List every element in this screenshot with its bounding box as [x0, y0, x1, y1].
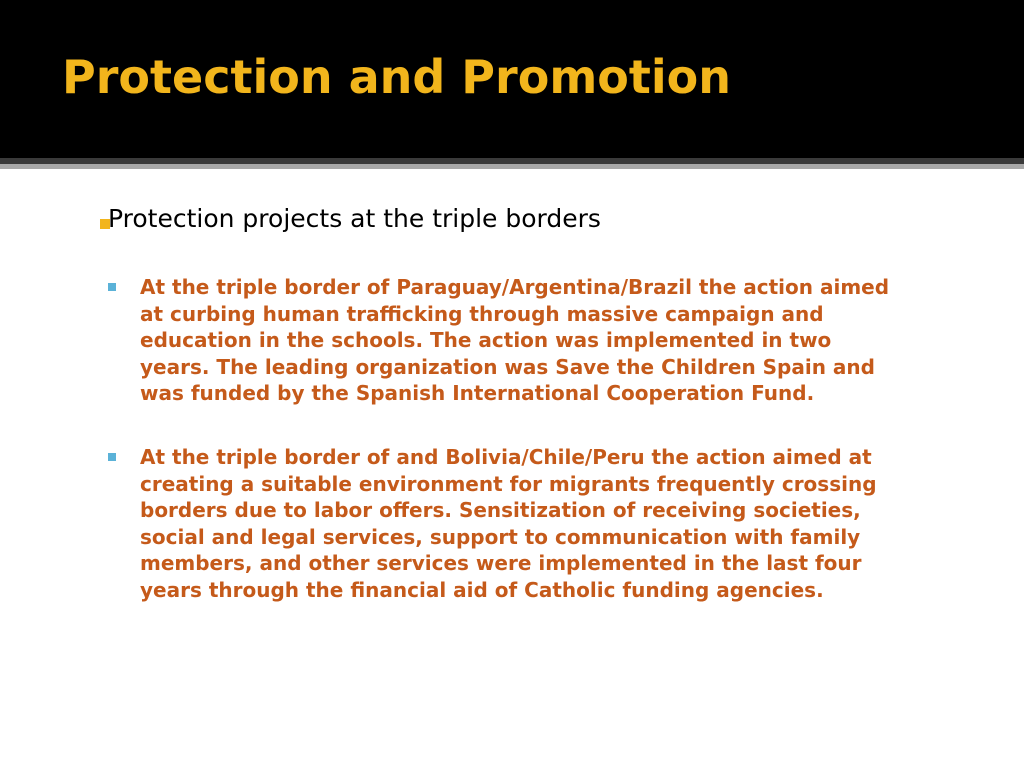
paragraph-line: borders due to labor offers. Sensitization of receiving societies,	[140, 498, 861, 522]
bullet-level2-paragraph	[140, 274, 960, 407]
paragraph-line: was funded by the Spanish International Cooperation Fund.	[140, 381, 815, 405]
paragraph-line: creating a suitable environment for migrants frequently crossing	[140, 471, 877, 496]
paragraph-line: members, and other services were implemented in the last four	[140, 551, 862, 575]
bullet-level2-paragraph	[140, 444, 960, 603]
paragraph-line: At the triple border of Paraguay/Argentina/Brazil the action aimed	[140, 275, 890, 299]
paragraph-line: years. The leading organization was Save the Children Spain and	[140, 354, 875, 379]
title-band	[0, 0, 1024, 158]
bullet-level1-text: Protection projects at the triple borders	[108, 204, 601, 233]
paragraph-line: years through the financial aid of Catholic funding agencies.	[140, 577, 824, 602]
paragraph-line: at curbing human trafficking through massive campaign and	[140, 301, 824, 326]
slide-title: Protection and Promotion	[62, 50, 731, 104]
paragraph-line: education in the schools. The action was implemented in two	[140, 328, 832, 352]
paragraph-line: At the triple border of and Bolivia/Chile/Peru the action aimed at	[140, 445, 872, 469]
square-bullet-icon	[108, 453, 116, 461]
title-divider-gray	[0, 164, 1024, 169]
paragraph-line: social and legal services, support to communication with family	[140, 524, 861, 549]
square-bullet-icon	[108, 283, 116, 291]
